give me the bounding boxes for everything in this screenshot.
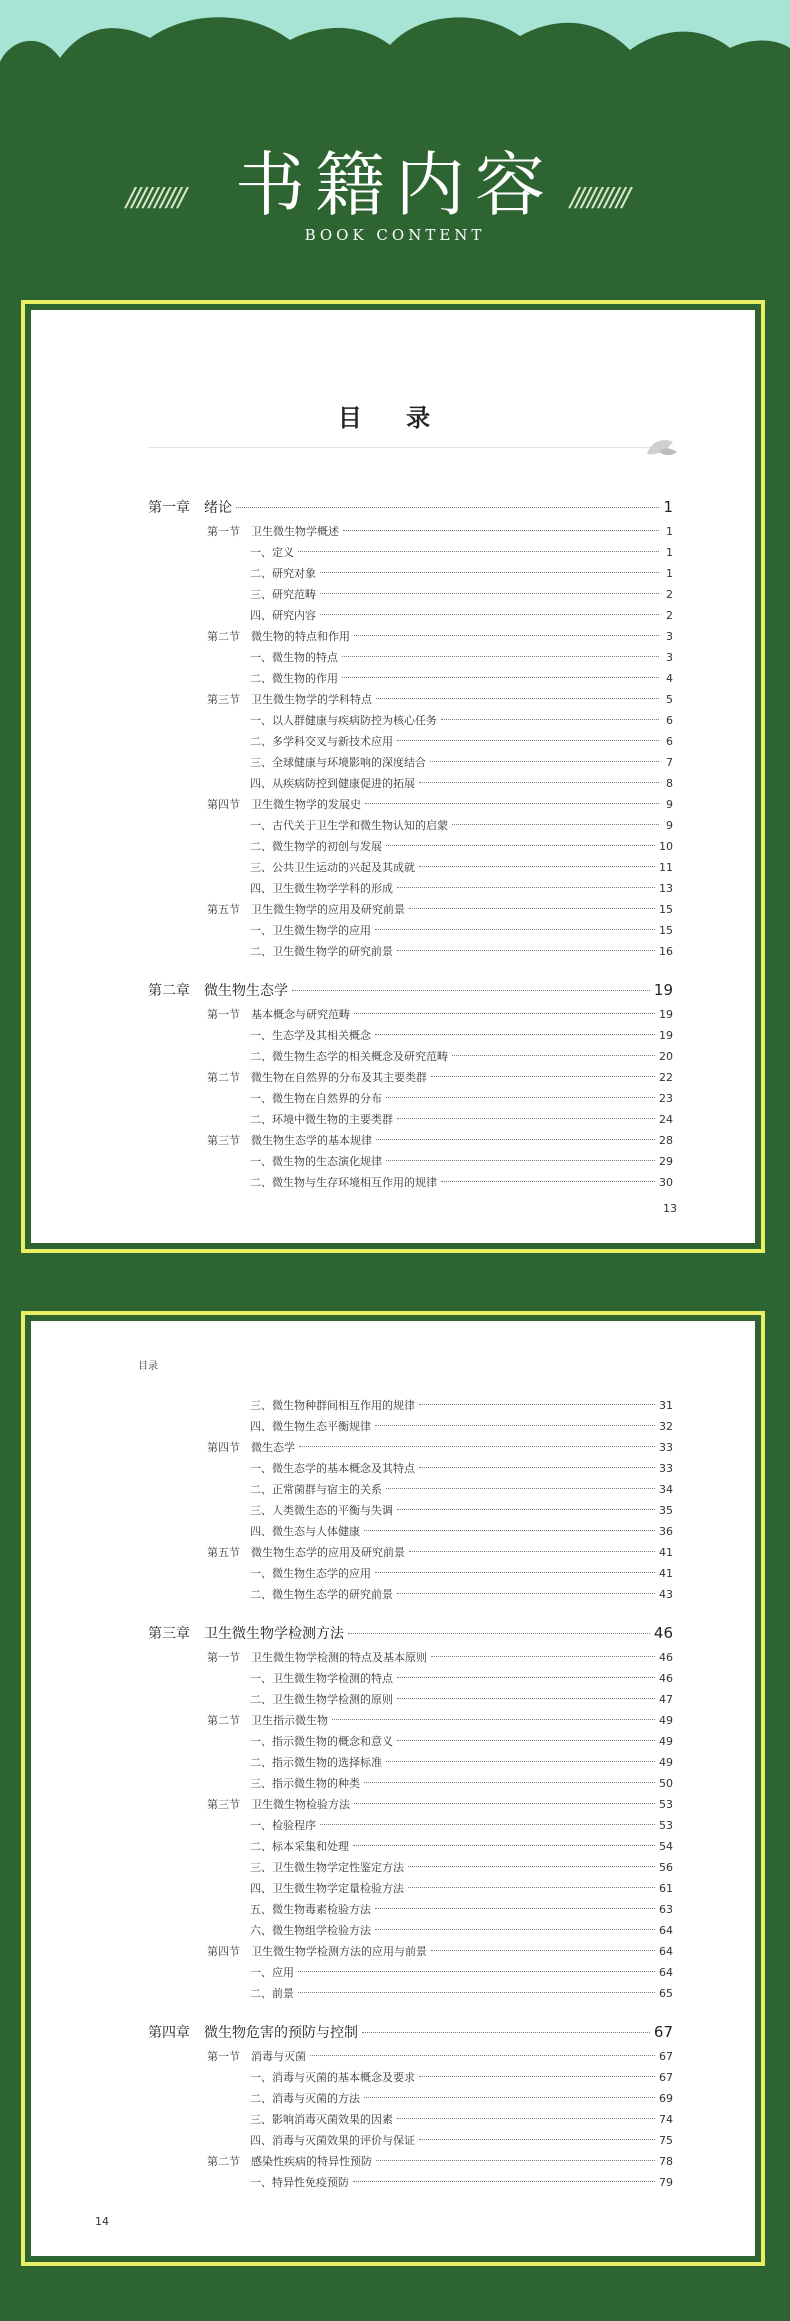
toc-entry-label: 第二节 微生物的特点和作用 [207,630,350,643]
toc-entry-label: 三、卫生微生物学定性鉴定方法 [250,1861,404,1874]
toc-entry-label: 一、微生物的生态演化规律 [250,1155,382,1168]
dot-leader [375,1929,655,1930]
toc-entry-label: 第二节 卫生指示微生物 [207,1714,328,1727]
toc-entry-label: 二、正常菌群与宿主的关系 [250,1483,382,1496]
dot-leader [353,1845,655,1846]
dot-leader [397,740,659,741]
toc-entry-label: 一、古代关于卫生学和微生物认知的启蒙 [250,819,448,832]
toc-entry-item [148,941,673,962]
toc-entry-item [148,1731,673,1752]
dot-leader [408,1887,655,1888]
toc-entry-item [148,1109,673,1130]
toc-entry-section [148,794,673,815]
toc-entry-item [148,1172,673,1193]
toc-entry-page: 46 [659,1672,673,1685]
dot-leader [419,1467,655,1468]
dot-leader [298,551,659,552]
toc-entry-label: 第四节 微生态学 [207,1441,295,1454]
toc-entry-label: 二、多学科交叉与新技术应用 [250,735,393,748]
dot-leader [419,866,655,867]
dot-leader [320,572,659,573]
dot-leader [452,824,659,825]
toc-entry-label: 第四节 卫生微生物学检测方法的应用与前景 [207,1945,427,1958]
dot-leader [362,2032,650,2033]
dot-leader [320,614,659,615]
toc-entry-page: 49 [659,1735,673,1748]
dot-leader [386,1488,655,1489]
toc-entry-item [148,857,673,878]
dot-leader [419,2139,655,2140]
toc-entry-label: 第三章 卫生微生物学检测方法 [148,1626,344,1642]
toc-entry-page: 63 [659,1903,673,1916]
toc-entry-section [148,1542,673,1563]
toc-entry-item [148,1416,673,1437]
toc-entry-item [148,605,673,626]
toc-list-1 [148,493,673,1193]
toc-entry-page: 13 [659,882,673,895]
toc-entry-item [148,1962,673,1983]
toc-entry-item [148,542,673,563]
dot-leader [354,635,659,636]
toc-entry-label: 二、微生物学的初创与发展 [250,840,382,853]
dot-leader [320,1824,655,1825]
dot-leader [310,2055,655,2056]
toc-entry-chapter [148,1619,673,1647]
toc-entry-label: 一、微生物在自然界的分布 [250,1092,382,1105]
toc-entry-page: 5 [666,693,673,706]
dot-leader [364,1782,655,1783]
dot-leader [376,1139,655,1140]
toc-entry-page: 36 [659,1525,673,1538]
toc-entry-page: 1 [666,546,673,559]
toc-entry-page: 23 [659,1092,673,1105]
toc-entry-section [148,1710,673,1731]
dot-leader [397,1677,655,1678]
toc-entry-page: 31 [659,1399,673,1412]
dot-leader [431,1076,655,1077]
toc-entry-label: 第二节 微生物在自然界的分布及其主要类群 [207,1071,427,1084]
dot-leader [364,1530,655,1531]
toc-entry-page: 19 [659,1029,673,1042]
toc-entry-page: 50 [659,1777,673,1790]
toc-entry-page: 3 [666,630,673,643]
toc-entry-label: 二、微生物生态学的研究前景 [250,1588,393,1601]
toc-entry-item [148,1563,673,1584]
toc-entry-page: 41 [659,1546,673,1559]
dot-leader [375,1572,655,1573]
toc-entry-section [148,899,673,920]
toc-entry-page: 33 [659,1462,673,1475]
toc-entry-page: 29 [659,1155,673,1168]
book-page-frame-2 [21,1311,765,2266]
toc-entry-section [148,689,673,710]
toc-entry-section [148,521,673,542]
toc-entry-item [148,1668,673,1689]
toc-heading: 目 录 [337,404,449,432]
toc-entry-section [148,1437,673,1458]
dot-leader [342,677,659,678]
page-number: 13 [663,1202,677,1215]
dot-leader [409,908,655,909]
dot-leader [397,950,655,951]
dot-leader [397,1698,655,1699]
toc-entry-item [148,773,673,794]
toc-entry-page: 16 [659,945,673,958]
toc-entry-item [148,836,673,857]
toc-entry-section [148,1130,673,1151]
dot-leader [441,719,659,720]
book-page-2 [31,1321,755,2256]
toc-entry-label: 一、消毒与灭菌的基本概念及要求 [250,2071,415,2084]
toc-entry-item [148,2088,673,2109]
toc-entry-item [148,1983,673,2004]
dot-leader [430,761,659,762]
dot-leader [419,782,659,783]
dot-leader [298,1971,655,1972]
toc-entry-page: 65 [659,1987,673,2000]
toc-entry-item [148,584,673,605]
toc-entry-item [148,1458,673,1479]
toc-entry-label: 一、应用 [250,1966,294,1979]
toc-entry-item [148,2109,673,2130]
toc-entry-page: 67 [659,2050,673,2063]
toc-entry-label: 一、指示微生物的概念和意义 [250,1735,393,1748]
book-page-1 [31,310,755,1243]
dot-leader [364,2097,655,2098]
dot-leader [431,1656,655,1657]
toc-entry-label: 一、定义 [250,546,294,559]
toc-entry-page: 64 [659,1945,673,1958]
dot-leader [397,1593,655,1594]
toc-entry-item [148,2130,673,2151]
dot-leader [452,1055,655,1056]
dot-leader [397,1118,655,1119]
dot-leader [409,1551,655,1552]
toc-entry-page: 2 [666,609,673,622]
toc-entry-page: 33 [659,1441,673,1454]
toc-entry-label: 一、卫生微生物学的应用 [250,924,371,937]
toc-entry-label: 第五节 微生物生态学的应用及研究前景 [207,1546,405,1559]
dot-leader [320,593,659,594]
dot-leader [365,803,659,804]
toc-entry-item [148,731,673,752]
dot-leader [397,1740,655,1741]
leaf-icon [643,434,679,458]
toc-entry-item [148,1752,673,1773]
toc-entry-item [148,1878,673,1899]
toc-entry-page: 6 [666,735,673,748]
toc-entry-label: 二、标本采集和处理 [250,1840,349,1853]
toc-entry-section [148,1067,673,1088]
toc-entry-item [148,1857,673,1878]
toc-entry-label: 一、特异性免疫预防 [250,2176,349,2189]
toc-entry-page: 11 [659,861,673,874]
toc-entry-label: 三、全球健康与环境影响的深度结合 [250,756,426,769]
toc-entry-label: 四、微生态与人体健康 [250,1525,360,1538]
toc-entry-item [148,2172,673,2193]
dot-leader [332,1719,655,1720]
dot-leader [386,1160,655,1161]
toc-entry-label: 四、卫生微生物学定量检验方法 [250,1882,404,1895]
toc-entry-item [148,1151,673,1172]
toc-entry-page: 22 [659,1071,673,1084]
toc-entry-page: 9 [666,819,673,832]
toc-entry-item [148,878,673,899]
toc-entry-label: 五、微生物毒素检验方法 [250,1903,371,1916]
dot-leader [408,1866,655,1867]
toc-entry-label: 第一节 基本概念与研究范畴 [207,1008,350,1021]
toc-entry-label: 二、微生物生态学的相关概念及研究范畴 [250,1050,448,1063]
toc-entry-label: 三、人类微生态的平衡与失调 [250,1504,393,1517]
toc-entry-page: 34 [659,1483,673,1496]
dot-leader [298,1992,655,1993]
toc-entry-page: 54 [659,1840,673,1853]
page-title: 书籍内容 [235,144,555,226]
dot-leader [236,507,659,508]
toc-entry-item [148,1815,673,1836]
toc-entry-section [148,1941,673,1962]
toc-entry-item [148,1584,673,1605]
toc-entry-label: 第四节 卫生微生物学的发展史 [207,798,361,811]
toc-entry-chapter [148,2018,673,2046]
dot-leader [386,1097,655,1098]
toc-entry-item [148,1920,673,1941]
page-subtitle: BOOK CONTENT [304,226,486,244]
toc-entry-item [148,668,673,689]
toc-entry-page: 61 [659,1882,673,1895]
toc-entry-page: 1 [666,567,673,580]
toc-entry-section [148,1794,673,1815]
toc-entry-label: 第三节 卫生微生物检验方法 [207,1798,350,1811]
decor-slashes-right: ////////// [570,183,628,213]
toc-entry-page: 6 [666,714,673,727]
toc-entry-page: 53 [659,1798,673,1811]
toc-entry-page: 74 [659,2113,673,2126]
toc-entry-label: 第二节 感染性疾病的特异性预防 [207,2155,372,2168]
toc-entry-page: 47 [659,1693,673,1706]
dot-leader [354,1803,655,1804]
toc-entry-page: 19 [653,981,673,999]
toc-entry-section [148,626,673,647]
toc-entry-page: 4 [666,672,673,685]
toc-entry-item [148,1689,673,1710]
dot-leader [299,1446,655,1447]
toc-entry-page: 49 [659,1756,673,1769]
toc-entry-page: 15 [659,903,673,916]
dot-leader [375,929,655,930]
toc-entry-page: 46 [659,1651,673,1664]
dot-leader [397,1509,655,1510]
toc-entry-item [148,1521,673,1542]
toc-entry-page: 9 [666,798,673,811]
dot-leader [354,1013,655,1014]
toc-entry-label: 第五节 卫生微生物学的应用及研究前景 [207,903,405,916]
dot-leader [343,530,659,531]
toc-entry-page: 32 [659,1420,673,1433]
dot-leader [419,1404,655,1405]
toc-entry-label: 一、微生物生态学的应用 [250,1567,371,1580]
toc-entry-page: 3 [666,651,673,664]
toc-entry-label: 四、研究内容 [250,609,316,622]
toc-entry-label: 三、公共卫生运动的兴起及其成就 [250,861,415,874]
page-number: 14 [95,2215,109,2228]
toc-entry-page: 69 [659,2092,673,2105]
dot-leader [353,2181,655,2182]
toc-entry-label: 第四章 微生物危害的预防与控制 [148,2025,358,2041]
toc-entry-label: 一、微生物的特点 [250,651,338,664]
toc-entry-page: 41 [659,1567,673,1580]
toc-entry-page: 19 [659,1008,673,1021]
toc-entry-label: 三、影响消毒灭菌效果的因素 [250,2113,393,2126]
decor-slashes-left: ////////// [126,183,184,213]
dot-leader [419,2076,655,2077]
toc-entry-page: 78 [659,2155,673,2168]
toc-entry-page: 1 [663,498,673,516]
toc-entry-item [148,1899,673,1920]
toc-entry-page: 7 [666,756,673,769]
toc-entry-label: 一、检验程序 [250,1819,316,1832]
toc-entry-label: 第一章 绪论 [148,500,232,516]
toc-entry-label: 六、微生物组学检验方法 [250,1924,371,1937]
dot-leader [375,1908,655,1909]
toc-entry-page: 64 [659,1924,673,1937]
running-header: 目录 [138,1361,158,1372]
toc-entry-label: 四、微生物生态平衡规律 [250,1420,371,1433]
toc-entry-item [148,1025,673,1046]
toc-entry-page: 53 [659,1819,673,1832]
toc-entry-page: 28 [659,1134,673,1147]
toc-entry-label: 三、指示微生物的种类 [250,1777,360,1790]
toc-entry-label: 二、环境中微生物的主要类群 [250,1113,393,1126]
book-page-frame-1 [21,300,765,1253]
toc-entry-page: 49 [659,1714,673,1727]
dot-leader [292,990,650,991]
toc-entry-label: 一、卫生微生物学检测的特点 [250,1672,393,1685]
toc-entry-label: 四、卫生微生物学学科的形成 [250,882,393,895]
toc-entry-page: 35 [659,1504,673,1517]
toc-entry-label: 四、消毒与灭菌效果的评价与保证 [250,2134,415,2147]
toc-list-2 [148,1395,673,2193]
toc-entry-page: 24 [659,1113,673,1126]
toc-entry-label: 第一节 消毒与灭菌 [207,2050,306,2063]
toc-entry-page: 67 [659,2071,673,2084]
toc-entry-label: 二、指示微生物的选择标准 [250,1756,382,1769]
dot-leader [342,656,659,657]
toc-entry-item [148,1479,673,1500]
toc-entry-page: 75 [659,2134,673,2147]
toc-divider [148,447,668,448]
dot-leader [375,1034,655,1035]
toc-entry-page: 64 [659,1966,673,1979]
toc-entry-label: 二、前景 [250,1987,294,2000]
toc-entry-chapter [148,493,673,521]
toc-entry-item [148,647,673,668]
toc-entry-item [148,1395,673,1416]
toc-entry-page: 67 [653,2023,673,2041]
toc-entry-label: 三、微生物种群间相互作用的规律 [250,1399,415,1412]
toc-entry-page: 20 [659,1050,673,1063]
toc-entry-chapter [148,976,673,1004]
dot-leader [431,1950,655,1951]
toc-entry-label: 三、研究范畴 [250,588,316,601]
toc-entry-item [148,1088,673,1109]
toc-entry-page: 79 [659,2176,673,2189]
toc-entry-item [148,752,673,773]
toc-entry-label: 第三节 卫生微生物学的学科特点 [207,693,372,706]
toc-entry-item [148,710,673,731]
toc-entry-label: 一、生态学及其相关概念 [250,1029,371,1042]
toc-entry-page: 15 [659,924,673,937]
toc-entry-label: 第一节 卫生微生物学概述 [207,525,339,538]
dot-leader [397,887,655,888]
toc-entry-item [148,563,673,584]
toc-entry-label: 二、微生物与生存环境相互作用的规律 [250,1176,437,1189]
toc-entry-item [148,1773,673,1794]
dot-leader [397,2118,655,2119]
dot-leader [376,698,659,699]
toc-entry-page: 8 [666,777,673,790]
dot-leader [375,1425,655,1426]
dot-leader [441,1181,655,1182]
toc-entry-label: 一、微生态学的基本概念及其特点 [250,1462,415,1475]
toc-entry-label: 第三节 微生物生态学的基本规律 [207,1134,372,1147]
toc-entry-section [148,1004,673,1025]
toc-entry-page: 30 [659,1176,673,1189]
toc-entry-item [148,920,673,941]
dot-leader [348,1633,650,1634]
toc-entry-page: 10 [659,840,673,853]
toc-entry-page: 43 [659,1588,673,1601]
toc-entry-section [148,1647,673,1668]
toc-entry-label: 二、研究对象 [250,567,316,580]
toc-entry-item [148,2067,673,2088]
toc-entry-item [148,815,673,836]
toc-entry-label: 第二章 微生物生态学 [148,983,288,999]
toc-entry-label: 二、微生物的作用 [250,672,338,685]
toc-entry-page: 1 [666,525,673,538]
toc-entry-item [148,1046,673,1067]
top-wave-band [0,0,790,90]
toc-entry-label: 二、消毒与灭菌的方法 [250,2092,360,2105]
toc-entry-label: 二、卫生微生物学的研究前景 [250,945,393,958]
toc-entry-page: 2 [666,588,673,601]
toc-entry-item [148,1836,673,1857]
toc-entry-label: 二、卫生微生物学检测的原则 [250,1693,393,1706]
toc-entry-label: 四、从疾病防控到健康促进的拓展 [250,777,415,790]
toc-entry-item [148,1500,673,1521]
dot-leader [386,845,655,846]
hero-header [0,144,790,244]
toc-entry-page: 56 [659,1861,673,1874]
dot-leader [386,1761,655,1762]
toc-entry-section [148,2046,673,2067]
toc-entry-label: 一、以人群健康与疾病防控为核心任务 [250,714,437,727]
dot-leader [376,2160,655,2161]
toc-entry-page: 46 [653,1624,673,1642]
toc-entry-section [148,2151,673,2172]
toc-entry-label: 第一节 卫生微生物学检测的特点及基本原则 [207,1651,427,1664]
